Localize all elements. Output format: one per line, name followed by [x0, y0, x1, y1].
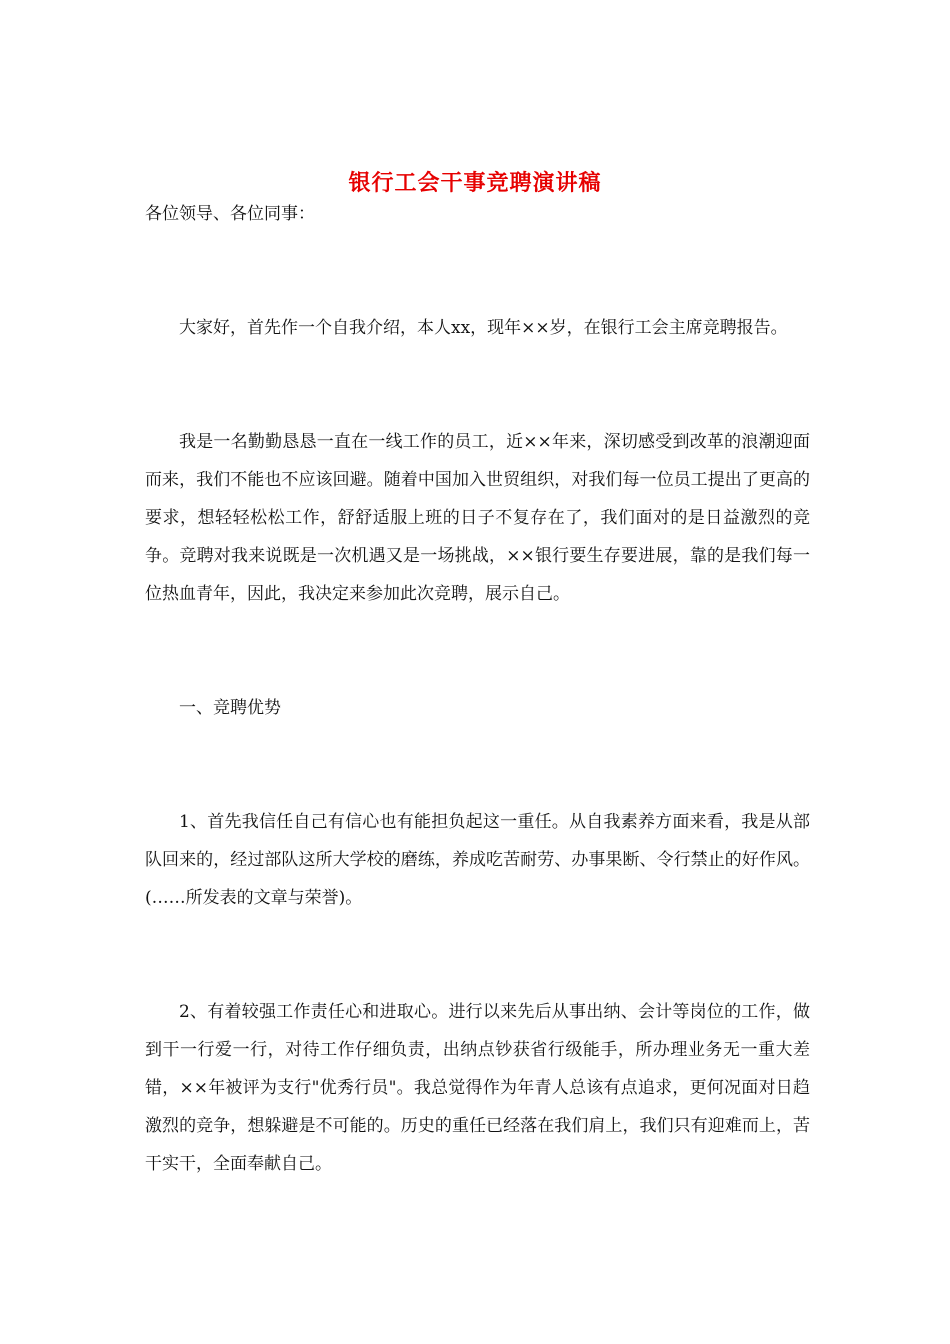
salutation: 各位领导、各位同事： — [145, 204, 315, 224]
paragraph-intro: 大家好，首先作一个自我介绍，本人xx，现年××岁，在银行工会主席竞聘报告。 — [179, 318, 788, 338]
document-body — [145, 195, 810, 1259]
paragraph-point-2: 2、有着较强工作责任心和进取心。进行以来先后从事出纳、会计等岗位的工作，做到干一行爱一行，对待工作仔细负责，出纳点钞获省行级能手，所办理业务无一重大差错，××年被评为支行"优秀行员"。我总觉得作为年青人总该有点追求，更何况面对日趋激烈的竞争，想躲避是不可能的。历史的重任已经落在我们肩上，我们只有迎难而上，苦干实干，全面奉献自己。 — [145, 1002, 810, 1174]
document-title: 银行工会干事竞聘演讲稿 — [348, 169, 602, 196]
paragraph-point-1: 1、首先我信任自己有信心也有能担负起这一重任。从自我素养方面来看，我是从部队回来的，经过部队这所大学校的磨练，养成吃苦耐劳、办事果断、令行禁止的好作风。(……所发表的文章与荣誉)。 — [145, 812, 810, 908]
paragraph-background: 我是一名勤勤恳恳一直在一线工作的员工，近××年来，深切感受到改革的浪潮迎面而来，我们不能也不应该回避。随着中国加入世贸组织，对我们每一位员工提出了更高的要求，想轻轻松松工作，舒舒适服上班的日子不复存在了，我们面对的是日益激烈的竞争。竞聘对我来说既是一次机遇又是一场挑战，××银行要生存要进展，靠的是我们每一位热血青年，因此，我决定来参加此次竞聘，展示自己。 — [145, 432, 810, 604]
section-heading: 一、竞聘优势 — [179, 698, 281, 718]
